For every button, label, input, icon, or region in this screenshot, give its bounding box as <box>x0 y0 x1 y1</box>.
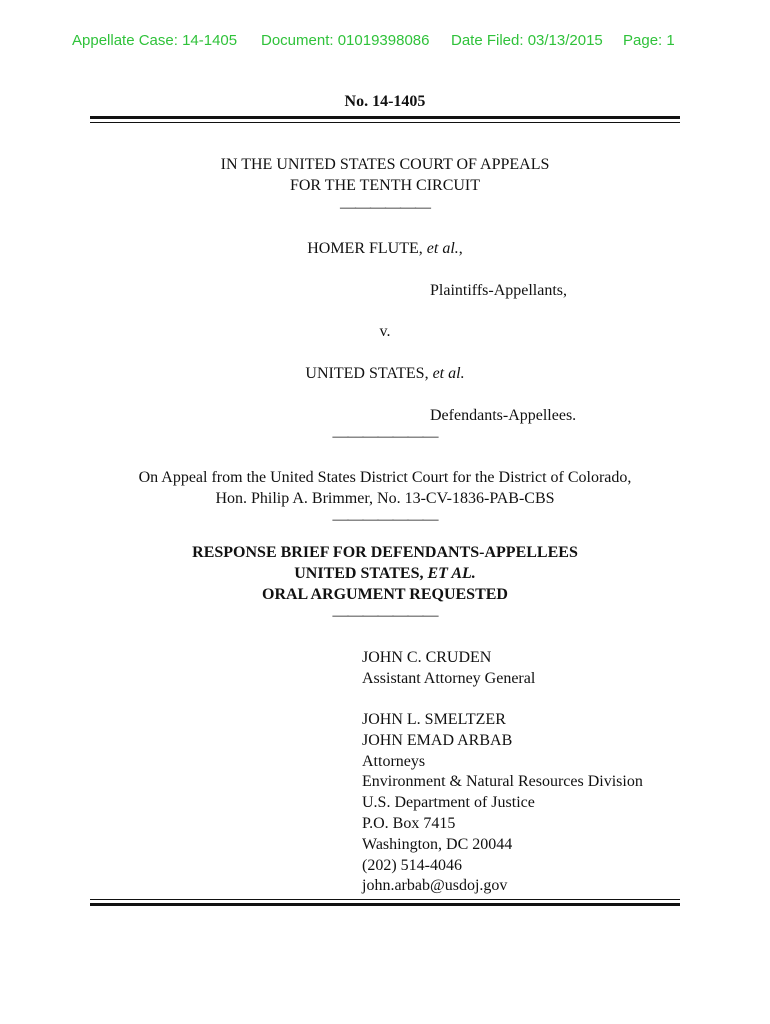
aag-name: JOHN C. CRUDEN <box>362 649 492 666</box>
brief-title-party: UNITED STATES, <box>294 565 424 582</box>
address-line: Washington, DC 20044 <box>362 835 513 853</box>
address-line: Environment & Natural Resources Division <box>362 773 643 791</box>
court-line-2: FOR THE TENTH CIRCUIT <box>289 177 481 194</box>
defendant-etal: et al. <box>432 365 465 382</box>
brief-title-line-2 <box>0 565 770 583</box>
plaintiff-trailing: , <box>458 240 463 257</box>
defendant-line <box>0 365 770 383</box>
top-rule-thick <box>90 116 680 119</box>
defendant-role: Defendants-Appellees. <box>430 407 577 424</box>
plaintiff-etal: et al. <box>426 240 459 257</box>
header-date-filed: Date Filed: 03/13/2015 <box>451 32 603 49</box>
address-line: U.S. Department of Justice <box>362 794 535 812</box>
court-line-1: IN THE UNITED STATES COURT OF APPEALS <box>220 156 550 173</box>
plaintiff-role: Plaintiffs-Appellants, <box>430 282 568 299</box>
separator-4: ——————— <box>332 607 438 624</box>
brief-title-line-1: RESPONSE BRIEF FOR DEFENDANTS-APPELLEES <box>192 544 578 561</box>
email-address: john.arbab@usdoj.gov <box>362 877 508 895</box>
versus: v. <box>379 323 391 340</box>
plaintiff-name: HOMER FLUTE, <box>307 240 423 257</box>
separator-3: ——————— <box>332 511 438 528</box>
counsel-aag-block <box>362 648 535 690</box>
bottom-rule-thin <box>90 899 680 900</box>
header-document-number: Document: 01019398086 <box>261 32 430 49</box>
plaintiff-line <box>0 240 770 258</box>
counsel-attorneys-block <box>362 710 643 897</box>
header-case-number: Appellate Case: 14-1405 <box>72 32 238 49</box>
address-line: P.O. Box 7415 <box>362 814 456 832</box>
oral-argument-requested: ORAL ARGUMENT REQUESTED <box>262 586 508 603</box>
header-page-number: Page: 1 <box>623 32 675 49</box>
aag-title: Assistant Attorney General <box>362 669 536 687</box>
bottom-rule-thick <box>90 903 680 906</box>
attorney-name: JOHN L. SMELTZER <box>362 711 506 728</box>
separator-1: —————— <box>340 199 430 216</box>
brief-title-etal: ET AL. <box>427 565 476 582</box>
top-rule-thin <box>90 122 680 123</box>
appeal-line-2: Hon. Philip A. Brimmer, No. 13-CV-1836-PAB-CBS <box>215 490 555 507</box>
attorney-name: JOHN EMAD ARBAB <box>362 731 513 749</box>
filing-header <box>0 32 770 52</box>
separator-2: ——————— <box>332 428 438 445</box>
docket-number: No. 14-1405 <box>344 93 426 110</box>
phone-number: (202) 514-4046 <box>362 856 462 874</box>
appeal-line-1: On Appeal from the United States District Court for the District of Colorado, <box>138 469 632 486</box>
defendant-name: UNITED STATES, <box>305 365 429 382</box>
attorneys-label: Attorneys <box>362 752 426 770</box>
